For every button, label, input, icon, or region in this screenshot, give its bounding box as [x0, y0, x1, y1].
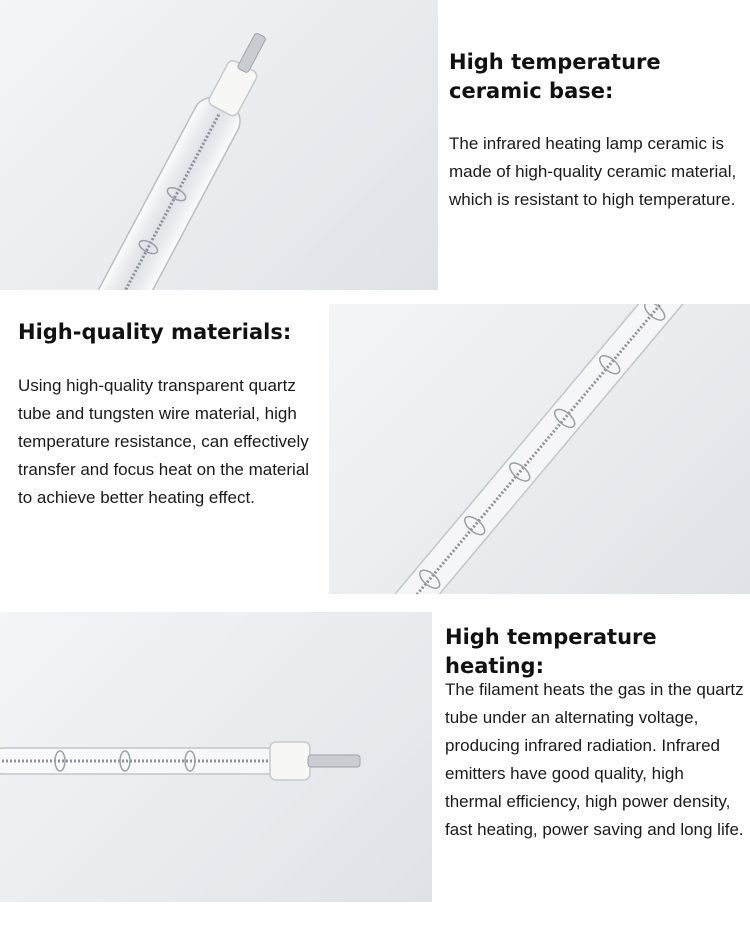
lamp-tube-diagonal-illustration	[0, 0, 438, 290]
section-body: Using high-quality transparent quartz tube and tungsten wire material, high temperature resistance, can effectively transfer and focus heat on the material to achieve better heating effect.	[18, 376, 310, 507]
heating-lamp-end-photo	[0, 612, 432, 902]
lamp-end-illustration	[0, 612, 432, 902]
section-title: High temperature ceramic base:	[449, 50, 661, 103]
section-title: High-quality materials:	[18, 320, 292, 344]
section-title: High temperature heating:	[445, 625, 657, 678]
section-body: The filament heats the gas in the quartz tube under an alternating voltage, producing infrared radiation. Infrared emitters have good quality, high thermal efficiency, high power density, fast heating, power saving and long life.	[445, 680, 744, 839]
quartz-tube-illustration	[329, 304, 750, 594]
section-body: The infrared heating lamp ceramic is made of high-quality ceramic material, which is resistant to high temperature.	[449, 134, 737, 209]
quartz-tube-filament-photo	[329, 304, 750, 594]
ceramic-base-lamp-photo	[0, 0, 438, 290]
